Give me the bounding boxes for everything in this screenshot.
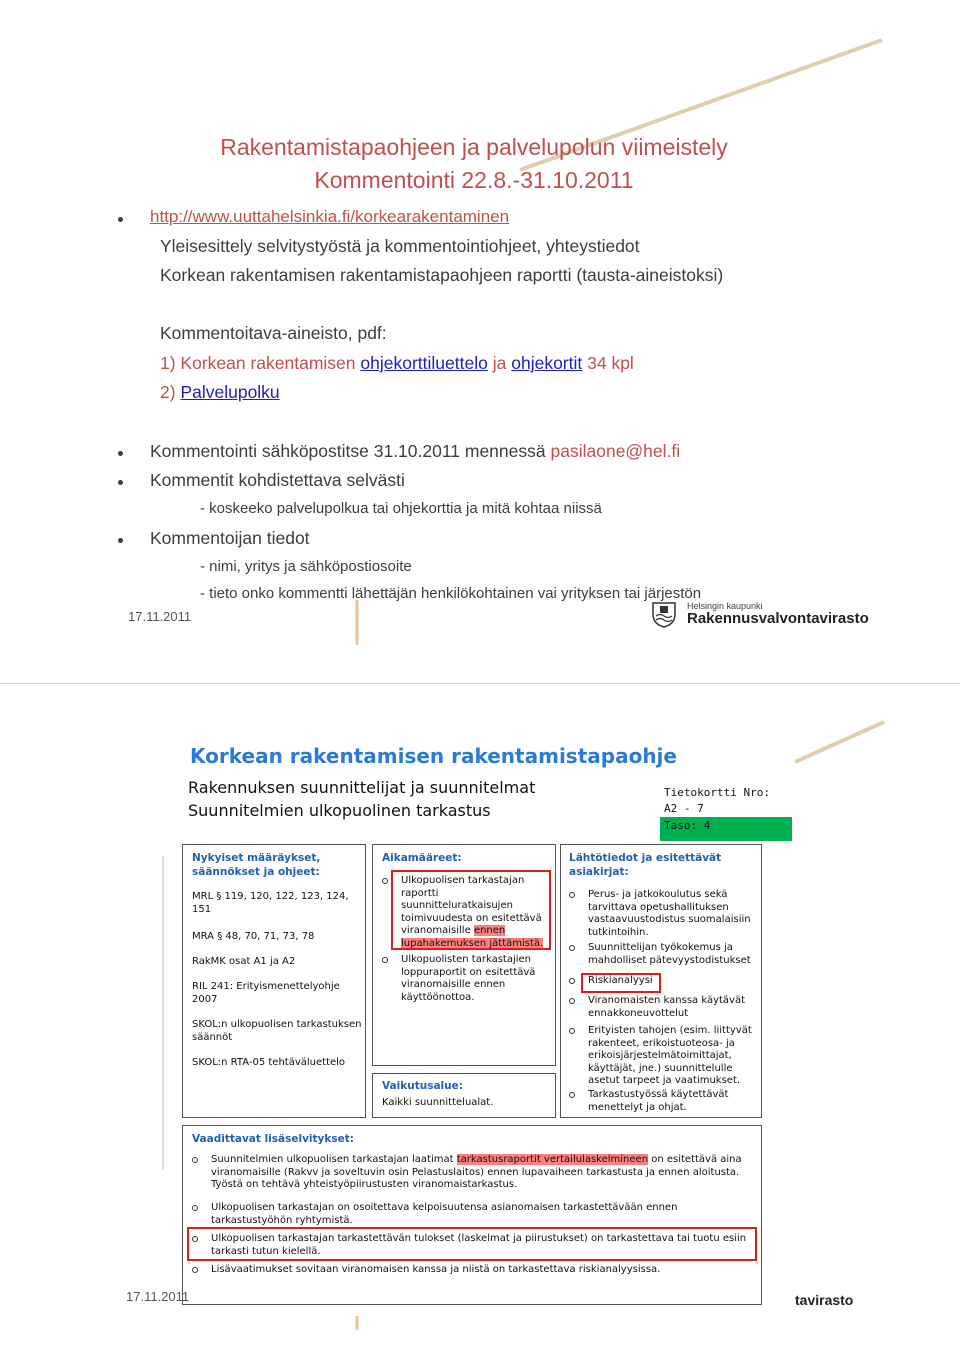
bullet-dot: [118, 217, 123, 222]
slide-date: 17.11.2011: [126, 1289, 190, 1304]
slide-1: [0, 0, 960, 683]
slide-date: 17.11.2011: [128, 609, 192, 624]
bullet2-sub: - koskeeko palvelupolkua tai ohjekorttia ja mitä kohtaa niissä: [200, 500, 602, 517]
bullet-dot: [118, 538, 123, 543]
source-item-6: Tarkastustyössä käytettävät menettelyt ja ohjat.: [588, 1089, 729, 1113]
bullet-circle-icon: [569, 978, 575, 984]
bullet-circle-icon: [192, 1157, 198, 1163]
material-item-2: [160, 382, 280, 403]
additional-reports-heading: Vaadittavat lisäselvitykset:: [192, 1133, 354, 1145]
additional-reports-box: [182, 1125, 762, 1305]
bullet-circle-icon: [192, 1267, 198, 1273]
bullet-circle-icon: [569, 945, 575, 951]
effect-area-heading: Vaikutusalue:: [382, 1080, 463, 1092]
card-heading-2: Suunnitelmien ulkopuolinen tarkastus: [188, 801, 491, 820]
item1-suffix: 34 kpl: [587, 353, 634, 373]
effect-area-text: Kaikki suunnittelualat.: [382, 1097, 494, 1108]
material-item-1: [160, 353, 634, 374]
highlight-frame: [187, 1227, 757, 1261]
bullet3-sub-2: - tieto onko kommentti lähettäjän henkilökohtainen vai yrityksen tai järjestön: [200, 585, 702, 602]
source-documents-heading: Lähtötiedot ja esitettävät asiakirjat:: [569, 852, 722, 878]
bullet-dot: [118, 451, 123, 456]
item1-and: ja: [492, 353, 507, 373]
bullet-comment-email: [150, 441, 680, 462]
highlight-frame: [391, 870, 551, 950]
effect-area-box: [372, 1073, 556, 1118]
palvelupolku-link[interactable]: Palvelupolku: [180, 382, 280, 402]
report-item-1-a: Suunnitelmien ulkopuolisen tarkastajan laatimat: [211, 1154, 454, 1165]
time-limits-box: [372, 844, 556, 1066]
report-line: Korkean rakentamisen rakentamistapaohjeen raportti (tausta-aineistoksi): [160, 265, 724, 285]
logo-fragment: tavirasto: [795, 1292, 854, 1308]
source-item-1: Perus- ja jatkokoulutus sekä tarvittava opetushallituksen vastaavuustodistus suomalaisiin tutkintoihin.: [588, 889, 751, 938]
bullet-commenter-info: Kommentoijan tiedot: [150, 528, 310, 548]
source-item-4: Viranomaisten kanssa käytävät ennakkoneuvottelut: [588, 995, 746, 1019]
bullet3-sub-1: - nimi, yritys ja sähköpostiosoite: [200, 558, 412, 575]
report-item-3: Ulkopuolisen tarkastajan tarkastettävän tulokset (laskelmat ja piirustukset) on tarkastettava tai tuotu esiin tarkasti tutun kielellä.: [211, 1233, 747, 1257]
report-item-1-highlight: tarkastusraportit vertailulaskelmineen: [456, 1154, 649, 1165]
email-link[interactable]: pasilaone@hel.fi: [550, 441, 681, 461]
card-level-text: Taso: 4: [664, 819, 711, 832]
intro-line: Yleisesittely selvitystyöstä ja kommentointiohjeet, yhteystiedot: [160, 236, 640, 256]
report-item-1: [211, 1154, 751, 1192]
regulation-item: RIL 241: Erityismenettelyohje 2007: [192, 981, 340, 1005]
bullet-circle-icon: [382, 957, 388, 963]
card-number-value: A2 - 7: [664, 802, 704, 815]
decorative-stroke: [0, 0, 960, 683]
time-limit-item-2: Ulkopuolisten tarkastajien loppuraportit on esitettävä viranomaisille ennen käyttöönottoa.: [401, 954, 536, 1003]
source-documents-box: [560, 844, 762, 1118]
helsinki-crest-icon: [650, 600, 678, 628]
source-item-5: Erityisten tahojen (esim. liittyvät rakenteet, erikoistuoteosa- ja erikoisjärjestelmätoimittajat, käyttäjät, jne.) suunnittelulle asetut tarpeet ja vaatimukset.: [588, 1025, 752, 1086]
card-number-label: Tietokortti Nro:: [664, 786, 770, 799]
bullet-circle-icon: [382, 878, 388, 884]
ohjekorttiluettelo-link[interactable]: ohjekorttiluettelo: [360, 353, 488, 373]
item1-prefix: 1) Korkean rakentamisen: [160, 353, 356, 373]
slide2-title: Korkean rakentamisen rakentamistapaohje: [190, 744, 677, 768]
regulation-item: MRA § 48, 70, 71, 73, 78: [192, 931, 315, 942]
bullet-circle-icon: [192, 1205, 198, 1211]
slide-2: [0, 684, 960, 1367]
logo-department: Rakennusvalvontavirasto: [687, 610, 869, 627]
item2-prefix: 2): [160, 382, 176, 402]
regulations-box: [182, 844, 366, 1118]
regulations-heading: Nykyiset määräykset, säännökset ja ohjeet:: [192, 852, 321, 878]
regulation-item: SKOL:n ulkopuolisen tarkastuksen säännöt: [192, 1019, 362, 1043]
report-item-1-b: on esitettävä aina viranomaisille (Rakvv ja soveltuvin osin Pelastuslaitos) ennen lupavaiheen tarkastusta ja ennen aloitusta. Työstä on tehtävä yhteistyöpiirustusten viranomaistarkastus.: [211, 1154, 742, 1190]
bullet-circle-icon: [569, 892, 575, 898]
highlight-frame: [581, 973, 661, 993]
slide-title-line-2: Kommentointi 22.8.-31.10.2011: [314, 167, 634, 193]
time-limits-heading: Aikamääreet:: [382, 852, 462, 864]
bullet-circle-icon: [569, 998, 575, 1004]
time-limit-item-1-text: Ulkopuolisen tarkastajan raportti suunnitteluratkaisujen toimivuudesta on esitettävä viranomaisille: [401, 875, 542, 936]
report-item-4: Lisävaatimukset sovitaan viranomaisen kanssa ja niistä on tarkastettava riskianalyysissa.: [211, 1264, 661, 1275]
slide-title-line-1: Rakentamistapaohjeen ja palvelupolun viimeistely: [220, 134, 728, 160]
regulation-item: MRL § 119, 120, 122, 123, 124, 151: [192, 891, 349, 915]
bullet-circle-icon: [569, 1092, 575, 1098]
material-title: Kommentoitava-aineisto, pdf:: [160, 323, 387, 343]
card-heading-1: Rakennuksen suunnittelijat ja suunnitelmat: [188, 778, 536, 797]
ohjekortit-link[interactable]: ohjekortit: [511, 353, 583, 373]
bullet1-text: Kommentointi sähköpostitse 31.10.2011 mennessä: [150, 441, 546, 461]
source-item-2: Suunnittelijan työkokemus ja mahdolliset pätevyystodistukset: [588, 942, 751, 966]
report-item-2: Ulkopuolisen tarkastajan on osoitettava kelpoisuutensa asianomaisen tarkastettävään ennen tarkastustyöhön ryhtymistä.: [211, 1202, 678, 1226]
bullet-circle-icon: [569, 1028, 575, 1034]
bullet-comments-targeted: Kommentit kohdistettava selvästi: [150, 470, 405, 490]
source-item-3: Riskianalyysi: [588, 975, 653, 986]
card-level-badge: [660, 817, 792, 841]
regulation-item: SKOL:n RTA-05 tehtäväluettelo: [192, 1057, 346, 1068]
time-limit-item-1-highlight: ennen lupahakemuksen jättämistä.: [401, 925, 544, 949]
bullet-dot: [118, 480, 123, 485]
regulation-item: RakMK osat A1 ja A2: [192, 956, 296, 967]
logo-city-name: Helsingin kaupunki: [687, 601, 763, 611]
url-link[interactable]: http://www.uuttahelsinkia.fi/korkearakentaminen: [150, 207, 510, 226]
